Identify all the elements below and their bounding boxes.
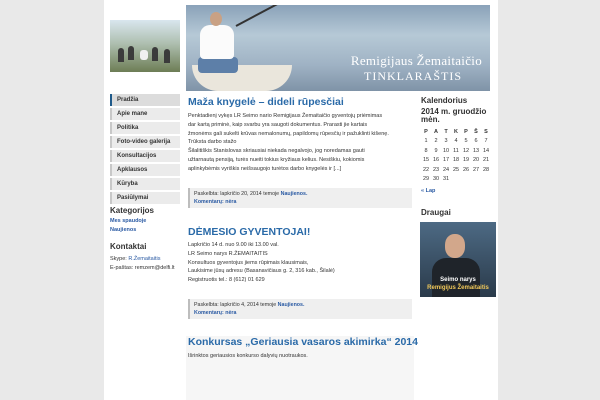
site-subtitle: TINKLARAŠTIS [364,69,462,83]
post-meta: Paskelbta: lapkričio 4, 2014 temoje Naujienos. Komentarų: nėra [188,299,412,319]
nav-item-apklausos[interactable]: Apklausos [110,164,180,176]
calendar-week: 29 30 31 [422,176,450,183]
friend-banner[interactable]: Seimo narys Remigijus Žemaitaitis [420,222,496,297]
post-excerpt: Penktadienį vykęs LR Seimo nario Remigijaus Žemaitaičio gyventojų priėmimas dar kartą priminė, kaip svarbu yra saugoti dokumentus. Prarasti jie kartais žmonėms gali sukelti krūvas nemalonumų, papildomų rūpesčių ir pažuklinti kišenę. Trūksta darbo stažo Šilalitiškis Stanislovas skriausiai niekada negalvojo, jog noredamas gauti užtarnautą pensiją, turės nueiti tokius kryžiaus kelius. Nesiškiu, kokiomis aplinkybėmis vyriškis neišsaugojo turėtos darbo knygelės ir [...] [188,113,389,172]
main-nav [110,94,180,206]
nav-item-politika[interactable]: Politika [110,122,180,134]
comments-link[interactable]: nėra [225,199,237,205]
post-title[interactable]: DĖMESIO GYVENTOJAI! [188,226,311,238]
calendar-month: 2014 m. gruodžio mėn. [421,107,487,124]
calendar-week: 22 23 24 25 26 27 28 [422,166,490,173]
friends-heading: Draugai [421,208,451,217]
site-title: Remigijaus Žemaitaičio [350,53,482,68]
contacts-heading: Kontaktai [110,242,147,251]
post-category-link[interactable]: Naujienos. [277,302,305,308]
nav-item-foto-video[interactable]: Foto-video galerija [110,136,180,148]
nav-item-pasiulymai[interactable]: Pasiūlymai [110,192,180,204]
skype-contact [110,256,160,262]
calendar-week: 8 9 10 11 12 13 14 [424,147,490,154]
calendar-prev-month-link[interactable]: « Lap [421,188,436,194]
calendar-week: 1 2 3 4 5 6 7 [424,138,488,145]
category-link-naujienos[interactable]: Naujienos [110,227,137,233]
sidebar-photo [110,20,180,72]
calendar-weekdays: P A T K P Š S [424,128,488,135]
portrait [445,234,465,258]
calendar-table [421,127,491,184]
post-meta: Paskelbta: lapkričio 20, 2014 temoje Naujienos. Komentarų: nėra [188,188,412,208]
skype-label: Skype: [110,256,127,262]
post-title[interactable]: Maža knygelė – dideli rūpesčiai [188,96,344,108]
post-category-link[interactable]: Naujienos. [280,191,308,197]
categories-heading: Kategorijos [110,206,155,215]
fishing-rod [236,5,316,27]
post-date: lapkričio 20, 2014 [220,191,262,197]
comments-link[interactable]: nėra [225,310,237,316]
post-date: lapkričio 4, 2014 [220,302,259,308]
nav-item-pradzia[interactable]: Pradžia [110,94,180,106]
email-contact [110,265,175,271]
nav-item-kuryba[interactable]: Kūryba [110,178,180,190]
category-link-mes-spaudoje[interactable]: Mes spaudoje [110,218,147,224]
nav-item-apie-mane[interactable]: Apie mane [110,108,180,120]
post-title[interactable]: Konkursas „Geriausia vasaros akimirka“ 2014 [188,336,418,348]
email-value[interactable]: remzem@delfi.lt [134,265,175,271]
skype-value[interactable]: R.Žemaitaitis [128,256,161,262]
nav-item-konsultacijos[interactable]: Konsultacijos [110,150,180,162]
calendar-week: 15 16 17 18 19 20 21 [422,157,490,164]
post-excerpt: Lapkričio 14 d. nuo 9.00 iki 13.00 val. LR Seimo narys R.ŽEMAITAITIS Konsultuos gyventojus jiems rūpimais klausimais, Laukisime jūsų adresu (Basanavičiaus g. 2, 316 kab., Šilalė) Registruotis tel.: 8 (612) 01 629 [188,242,335,284]
calendar-heading: Kalendorius [421,96,468,105]
header-banner [186,5,490,91]
email-label: E-paštas: [110,265,134,271]
post-excerpt: Išrinktos geriausios konkurso dalyvių nuotraukos. [188,353,308,359]
